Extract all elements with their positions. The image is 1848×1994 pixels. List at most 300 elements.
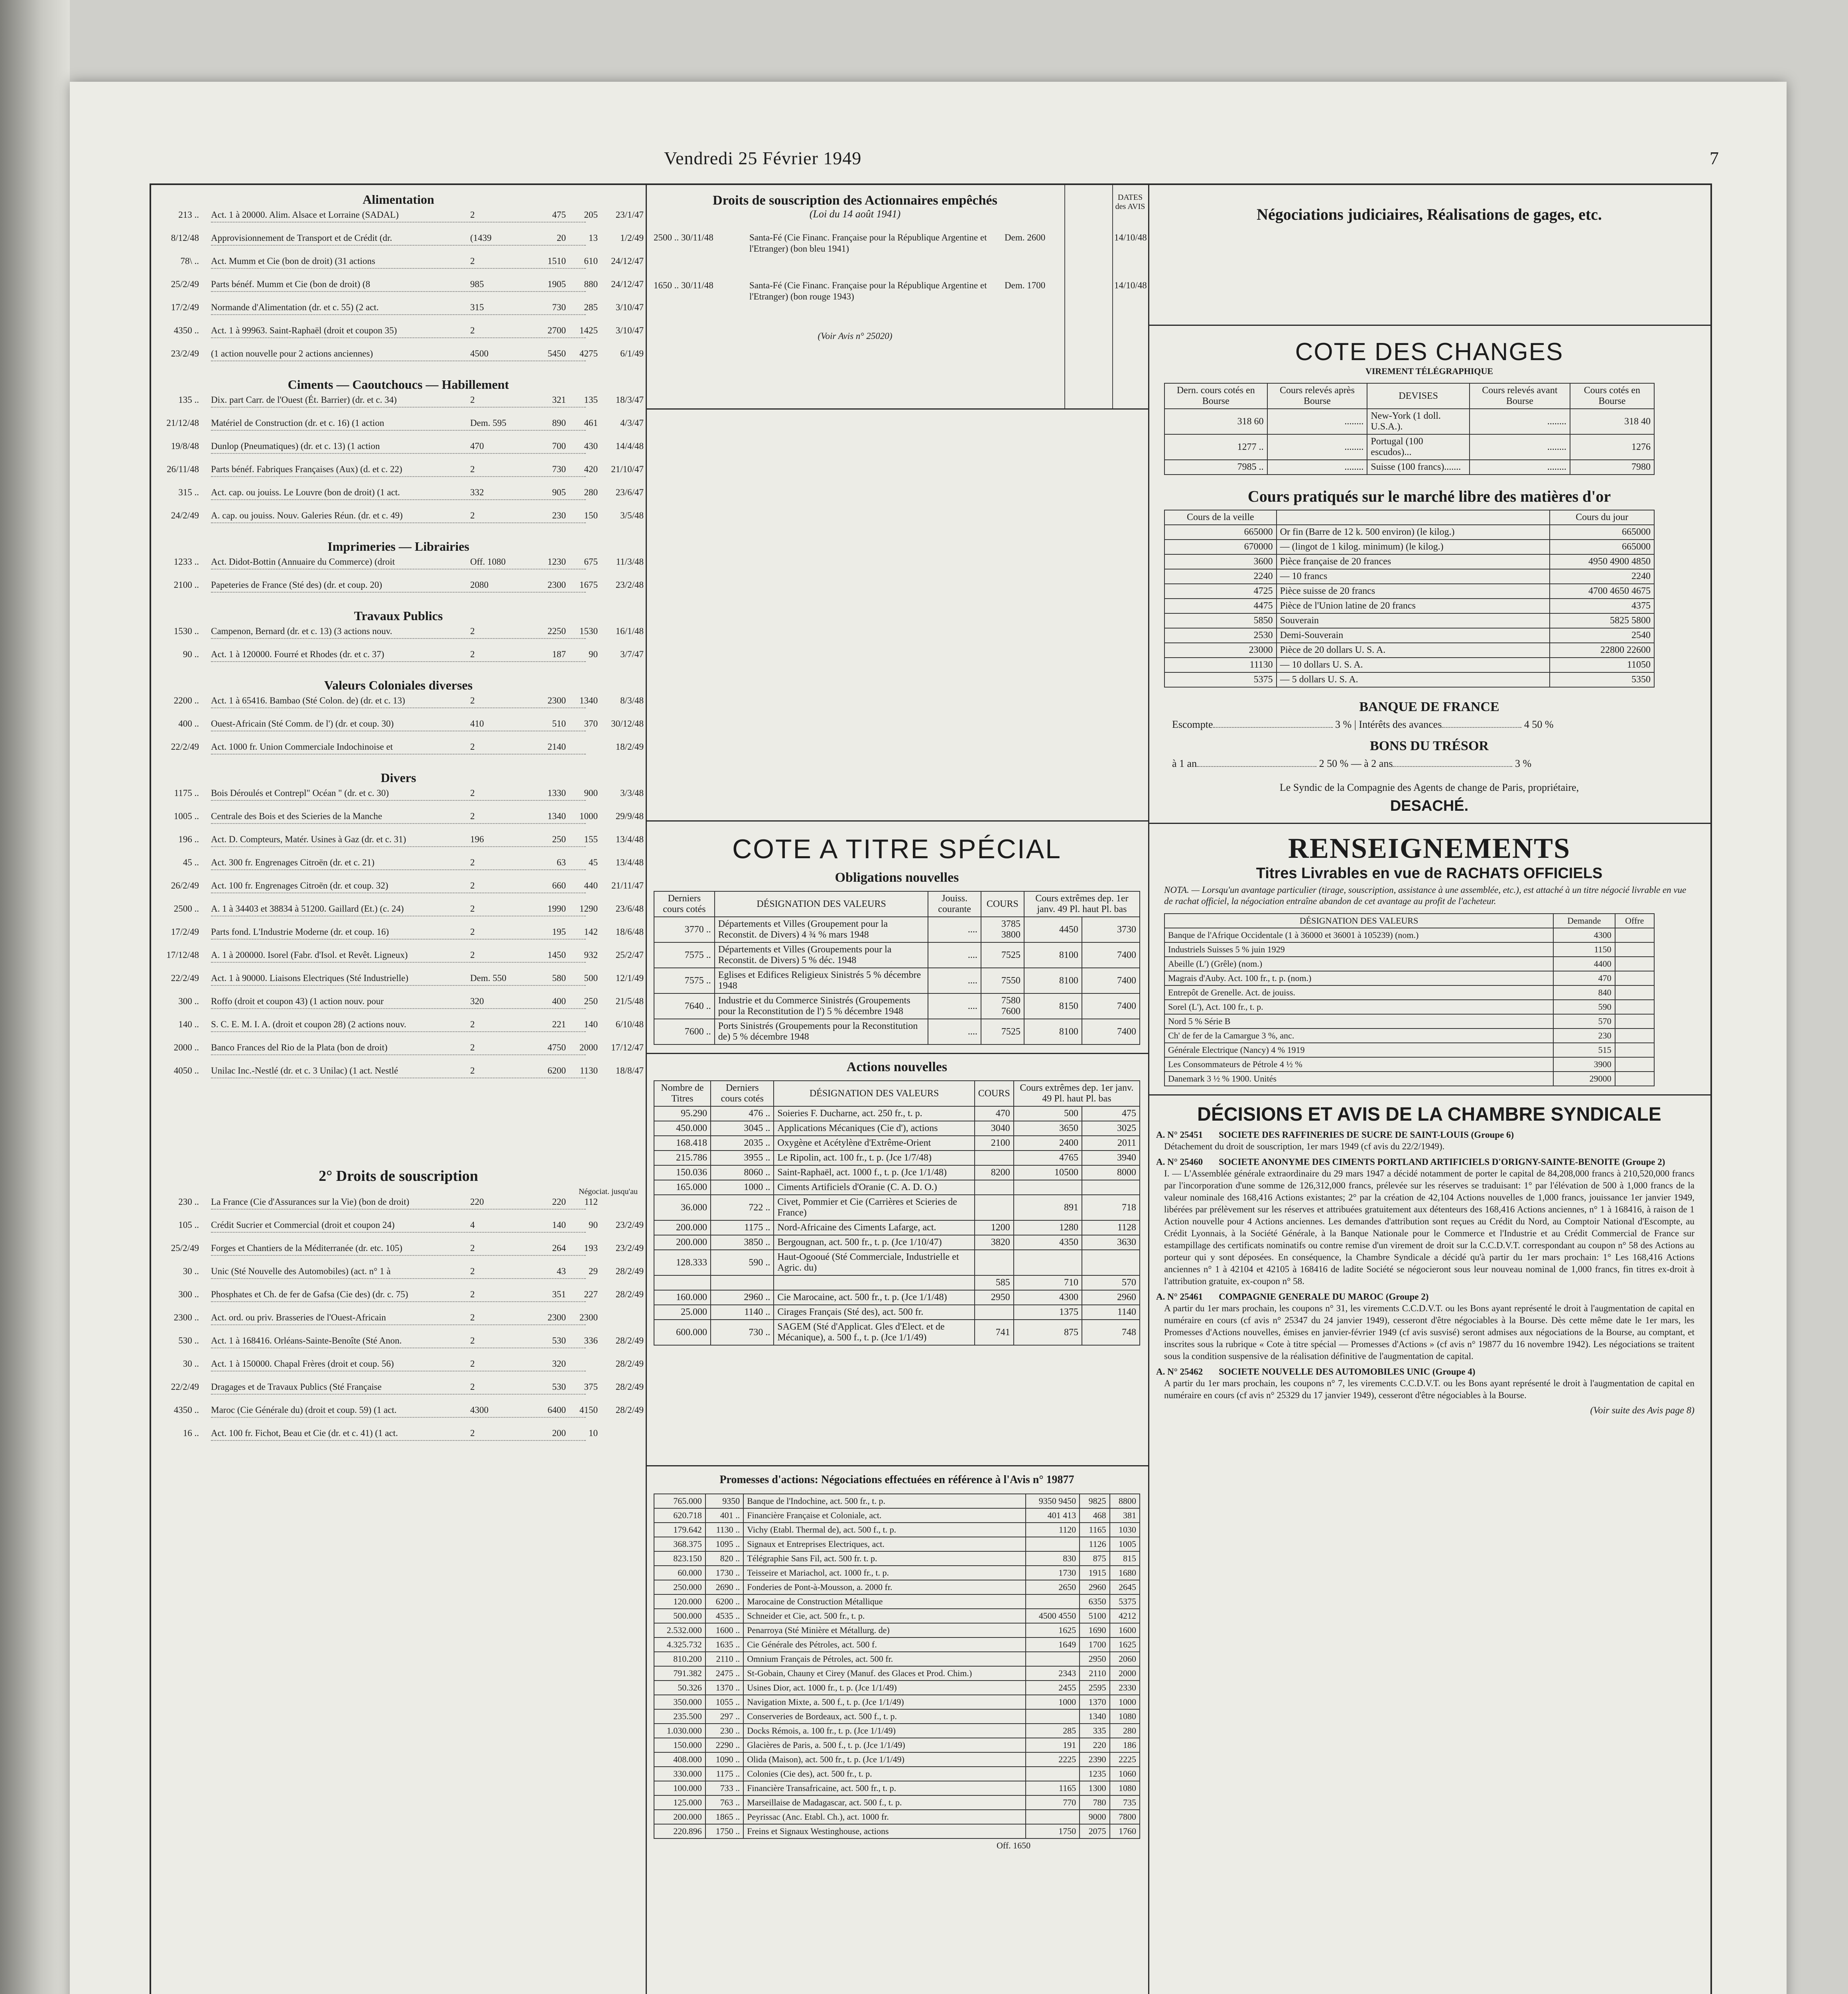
cell-n: A. 1 à 200000. Isorel (Fabr. d'Isol. et Revêt. Ligneux): [211, 950, 408, 960]
column-header: Offre: [1615, 914, 1654, 928]
text-line: [211, 916, 586, 925]
oblig-row: [654, 942, 1140, 968]
cell-c: 401 413: [1026, 1508, 1080, 1523]
cell-a: 1140 ..: [711, 1305, 774, 1320]
bt-1an: à 1 an: [1172, 758, 1197, 769]
cell-nb: 128.333: [654, 1250, 711, 1275]
cell-a: 213 ..: [178, 210, 199, 220]
cell-n: Signaux et Entreprises Electriques, act.: [743, 1537, 1025, 1551]
text-line: [211, 476, 586, 486]
cell-v2: 375: [584, 1382, 598, 1392]
page-frame: [150, 183, 1712, 1994]
cell-v1: 320: [552, 1359, 566, 1369]
cell-v: 11130: [1164, 658, 1277, 672]
cell-j: 4700 4650 4675: [1550, 584, 1654, 599]
cell-v2: 932: [584, 950, 598, 960]
cell-avant: ........: [1470, 460, 1570, 475]
cell-d: 1150: [1553, 942, 1615, 957]
cell-n: Act. 1 à 99963. Saint-Raphaël (droit et coupon 35): [211, 325, 397, 335]
action-row: [654, 1121, 1140, 1136]
cell-a: 24/2/49: [171, 510, 199, 520]
cell-devise: Suisse (100 francs).......: [1367, 460, 1470, 475]
cell-a: 30 ..: [183, 1266, 199, 1276]
cell-c: [1026, 1537, 1080, 1551]
quote-row: [151, 649, 646, 660]
cell-v3: 23/2/49: [615, 1243, 644, 1253]
column-header: DEVISES: [1367, 383, 1470, 409]
quote-row: [151, 325, 646, 336]
cell-j: 5350: [1550, 672, 1654, 687]
text-line: [211, 407, 586, 416]
cell-c: 3785 3800: [981, 917, 1024, 942]
cell-v3: 14/4/48: [615, 441, 644, 451]
cell-n: Pièce suisse de 20 francs: [1277, 584, 1550, 599]
cell-v: 5375: [1164, 672, 1277, 687]
avis-title: COMPAGNIE GENERALE DU MAROC (Groupe 2): [1219, 1292, 1429, 1302]
promesse-row: [654, 1752, 1140, 1767]
cell-offre: [1615, 985, 1654, 1000]
action-row: [654, 1305, 1140, 1320]
cell-b: 1760: [1110, 1824, 1140, 1838]
cell-v1: 700: [552, 441, 566, 451]
cell-n: Financière Française et Coloniale, act.: [743, 1508, 1025, 1523]
cell-b: 1000: [1110, 1695, 1140, 1709]
cell-v1: 580: [552, 973, 566, 983]
promesse-row: [654, 1537, 1140, 1551]
cell-d: 2: [470, 696, 475, 705]
cell-n: Ports Sinistrés (Groupements pour la Reconstitution de) 5 % décembre 1948: [715, 1019, 928, 1044]
cell-v3: 3/5/48: [620, 510, 644, 520]
cell-n: Usines Dior, act. 1000 fr., t. p. (Jce 1/1/49): [743, 1681, 1025, 1695]
cell-b: 5375: [1110, 1594, 1140, 1609]
cell-v2: 150: [584, 510, 598, 520]
cell-n: Act. Didot-Bottin (Annuaire du Commerce) (droit: [211, 557, 395, 567]
cell-v3: 23/6/47: [615, 487, 644, 497]
cell-a: 196 ..: [178, 834, 199, 844]
oblig-row: [654, 968, 1140, 993]
oblig-title: Obligations nouvelles: [835, 870, 959, 885]
suite-note: (Voir suite des Avis page 8): [1590, 1405, 1694, 1416]
text-line: [211, 1278, 586, 1288]
cell-c: 585: [975, 1275, 1014, 1290]
avis-item: [1156, 1366, 1702, 1401]
text-line: [211, 1417, 586, 1427]
quote-row: [151, 857, 646, 868]
cell-v2: 1425: [579, 325, 598, 335]
cell-v3: 4/3/47: [620, 418, 644, 428]
cell-v1: 1340: [548, 811, 566, 821]
cell-a: 19/8/48: [171, 441, 199, 451]
cell-n: Approvisionnement de Transport et de Crédit (dr.: [211, 233, 392, 243]
cell-n: SAGEM (Sté d'Applicat. Gles d'Elect. et de Mécanique), a. 500 f., t. p. (Jce 1/1/49): [774, 1320, 974, 1345]
cell-v2: 10: [589, 1428, 598, 1438]
emp-note: (Voir Avis n° 25020): [818, 331, 892, 341]
cell-c: 470: [975, 1106, 1014, 1121]
avis-header: [1156, 1366, 1702, 1377]
cell-v2: 2300: [579, 1312, 598, 1322]
cell-h: 9825: [1080, 1494, 1109, 1508]
cell-h: 875: [1014, 1320, 1082, 1345]
cell-nb: 95.290: [654, 1106, 711, 1121]
cell-c: [975, 1195, 1014, 1220]
cell-v3: 8/3/48: [620, 696, 644, 705]
cell-b: 3730: [1082, 917, 1140, 942]
cell-n: (1 action nouvelle pour 2 actions anciennes): [211, 349, 373, 359]
dates-header: DATES des AVIS: [1115, 193, 1145, 211]
promesse-row: [654, 1695, 1140, 1709]
cell-v3: 24/12/47: [611, 279, 644, 289]
text-line: [211, 592, 586, 601]
cell-b: [1082, 1250, 1140, 1275]
quote-row: [151, 880, 646, 891]
cell-n: Cirages Français (Sté des), act. 500 fr.: [774, 1305, 974, 1320]
cell-n: Act. 1 à 120000. Fourré et Rhodes (dr. et c. 37): [211, 649, 384, 659]
cell-d: Dem. 2600: [1005, 233, 1046, 242]
text-line: [211, 361, 586, 370]
cell-v1: 905: [552, 487, 566, 497]
cell-d: 570: [1553, 1014, 1615, 1029]
cell-h: 1300: [1080, 1781, 1109, 1795]
cell-d: 4: [470, 1220, 475, 1230]
cell-n: Cie Générale des Pétroles, act. 500 f.: [743, 1637, 1025, 1652]
oblig-row: [654, 993, 1140, 1019]
cell-v2: 45: [589, 857, 598, 867]
oblig-table: [654, 891, 1140, 1045]
cell-a: 7575 ..: [654, 942, 715, 968]
cell-v2: 420: [584, 464, 598, 474]
cell-n: Marseillaise de Madagascar, act. 500 f., t. p.: [743, 1795, 1025, 1810]
cell-v2: 29: [589, 1266, 598, 1276]
cell-v2: 336: [584, 1336, 598, 1346]
cell-d: 515: [1553, 1043, 1615, 1057]
newspaper-page: [70, 82, 1787, 1994]
cell-v2: 155: [584, 834, 598, 844]
cell-b: 2330: [1110, 1681, 1140, 1695]
promesse-row: [654, 1637, 1140, 1652]
cell-n: Banque de l'Indochine, act. 500 fr., t. p.: [743, 1494, 1025, 1508]
action-row: [654, 1195, 1140, 1220]
cell-v2: 205: [584, 210, 598, 220]
cell-b: 381: [1110, 1508, 1140, 1523]
cell-a: 230 ..: [178, 1197, 199, 1207]
cell-v1: 321: [552, 395, 566, 405]
cell-n: Omnium Français de Pétroles, act. 500 fr.: [743, 1652, 1025, 1666]
column-header: Dern. cours cotés en Bourse: [1164, 383, 1267, 409]
cell-n: — 5 dollars U. S. A.: [1277, 672, 1550, 687]
cell-n: Danemark 3 ½ % 1900. Unités: [1164, 1072, 1553, 1086]
quote-row: [151, 626, 646, 637]
cell-d: 4400: [1553, 957, 1615, 971]
cell-c: 2343: [1026, 1666, 1080, 1681]
cell-v3: 12/1/49: [615, 973, 644, 983]
page-number: 7: [1710, 148, 1719, 168]
rachat-row: [1164, 1057, 1654, 1072]
cell-j: ....: [928, 1019, 981, 1044]
cell-v1: 140: [552, 1220, 566, 1230]
cell-nb: 100.000: [654, 1781, 705, 1795]
quote-row: [151, 741, 646, 753]
cell-v: 4475: [1164, 599, 1277, 613]
cell-h: 1340: [1080, 1709, 1109, 1724]
cell-a: 22/2/49: [171, 973, 199, 983]
cell-n: Souverain: [1277, 613, 1550, 628]
droit-row: [151, 1266, 646, 1277]
cell-d: Dem. 1700: [1005, 280, 1046, 290]
action-row: [654, 1165, 1140, 1180]
cell-h: 8150: [1024, 993, 1082, 1019]
cell-n: Ch' de fer de la Camargue 3 %, anc.: [1164, 1029, 1553, 1043]
text-line: [211, 268, 586, 278]
action-row: [654, 1250, 1140, 1275]
cell-nb: 620.718: [654, 1508, 705, 1523]
bdf-escompte: Escompte: [1172, 719, 1213, 730]
cell-n: Peyrissac (Anc. Etabl. Ch.), act. 1000 fr.: [743, 1810, 1025, 1824]
or-row: [1164, 643, 1654, 658]
cell-v: 23000: [1164, 643, 1277, 658]
droit-row: [151, 1243, 646, 1254]
bdf-avances-val: 4 50 %: [1524, 719, 1554, 730]
cell-c: 2455: [1026, 1681, 1080, 1695]
cell-nb: 150.000: [654, 1738, 705, 1752]
cell-n: Act. 1 à 90000. Liaisons Electriques (Sté Industrielle): [211, 973, 409, 983]
cell-a: 17/2/49: [171, 927, 199, 937]
action-row: [654, 1106, 1140, 1121]
cell-a: 26/2/49: [171, 881, 199, 891]
scan-margin: [0, 0, 70, 1994]
or-row: [1164, 613, 1654, 628]
cell-n: St-Gobain, Chauny et Cirey (Manuf. des Glaces et Prod. Chim.): [743, 1666, 1025, 1681]
cell-d: 2: [470, 742, 475, 752]
quote-row: [151, 788, 646, 799]
syndic-line: Le Syndic de la Compagnie des Agents de change de Paris, propriétaire,: [1279, 782, 1579, 793]
quote-row: [151, 950, 646, 961]
or-row: [1164, 658, 1654, 672]
cell-v3: 3/3/48: [620, 788, 644, 798]
action-row: [654, 1235, 1140, 1250]
cell-a: 45 ..: [183, 857, 199, 867]
rachat-row: [1164, 928, 1654, 942]
cell-v2: 500: [584, 973, 598, 983]
promesse-row: [654, 1652, 1140, 1666]
cell-v1: 2140: [548, 742, 566, 752]
cell-n: Roffo (droit et coupon 43) (1 action nouv. pour: [211, 996, 384, 1006]
cell-nb: 235.500: [654, 1709, 705, 1724]
cell-n: Teisseire et Mariachol, act. 1000 fr., t. p.: [743, 1566, 1025, 1580]
droit-row: [151, 1289, 646, 1300]
text-line: [211, 800, 586, 810]
cell-c: 741: [975, 1320, 1014, 1345]
quote-row: [151, 1042, 646, 1053]
cell-n: Ciments Artificiels d'Oranie (C. A. D. O.): [774, 1180, 974, 1195]
cell-n: Act. 100 fr. Engrenages Citroën (dr. et coup. 32): [211, 881, 388, 891]
cell-a: 300 ..: [178, 1289, 199, 1299]
cell-n: Penarroya (Sté Minière et Métallurg. de): [743, 1623, 1025, 1637]
cell-v3: 3/10/47: [615, 302, 644, 312]
rachat-row: [1164, 942, 1654, 957]
cell-h: 891: [1014, 1195, 1082, 1220]
cell-n: Eglises et Edifices Religieux Sinistrés 5 % décembre 1948: [715, 968, 928, 993]
cell-v2: 900: [584, 788, 598, 798]
cell-n: Act. 1 à 65416. Bambao (Sté Colon. de) (dr. et c. 13): [211, 696, 405, 705]
promesse-row: [654, 1551, 1140, 1566]
avis-title: SOCIETE NOUVELLE DES AUTOMOBILES UNIC (Groupe 4): [1219, 1367, 1476, 1377]
cell-v2: 1675: [579, 580, 598, 590]
cell-d: 2: [470, 649, 475, 659]
cell-n: Pièce de l'Union latine de 20 francs: [1277, 599, 1550, 613]
change-row: [1164, 409, 1654, 434]
cell-j: 2540: [1550, 628, 1654, 643]
rachat-row: [1164, 971, 1654, 985]
cell-v2: 193: [584, 1243, 598, 1253]
cell-n: Campenon, Bernard (dr. et c. 13) (3 actions nouv.: [211, 626, 392, 636]
avis-text: I. — L'Assemblée générale extraordinaire du 29 mars 1947 a décidé notamment de porter le capital de 84,208,000 francs à 210,520,000 francs par l'incorporation d'une somme de 126,312,000 francs, prélevée sur les réserves se traduisant: 1° par l'élévation de 500 à 1,000 francs de la valeur nominale des 168,416 Actions existantes; 2° par la création de 42,104 Actions nouvelles de 1,000 francs, jouissance 1er janvier 1949, libérées par prélèvement sur les réserves et attribuées gratuitement aux détenteurs des 168,416 Actions anciennes, n° 1 à 168416, à raison de 1 Action nouvelle pour 4 Actions anciennes. Les demandes d'attribution sont reçues au Crédit du Nord, au Comptoir National d'Escompte, au Crédit Lyonnais, à la Société Générale, à la Banque Nationale pour le Commerce et l'Industrie et au Crédit Commercial de France sur estampillage des certificats nominatifs ou contre remise d'un virement de droit sur la C.C.D.V.T. correspondant au coupon n° 58 des Actions au porteur qui y sont déposées. En conséquence, la Chambre Syndicale a décidé qu'à partir du 1er mars prochain: 1° Les 168,416 Actions anciennes n° 1 à 42104 et 42105 à 168416 de ladite Société se négocieront sous leur nouveau nominal de 1,000 francs, fin titres ex-droit à l'attribution gratuite, ex-coupon n° 58.: [1164, 1168, 1694, 1286]
cell-a: 22/2/49: [171, 742, 199, 752]
avis-text: A partir du 1er mars prochain, les coupons n° 31, les virements C.C.D.V.T. ou les Bons ayant représenté le droit à l'augmentation de capital en numéraire en cours (cf avis n° 25347 du 24 janvier 1949), cesseront d'être négociables à la Bourse. Dès cette même date le 1er mars, les Promesses d'Actions nouvelles, émises en janvier-février 1949 (cf avis susvisé) seront admises aux négociations de la Bourse, au comptant, et inscrites sous la rubrique « Cote à titre spécial — Promesses d'Actions » (cf avis n° 19877 du 16 novembre 1942). Les négociations se traitent sous la condition suspensive de la réalisation définitive de l'augmentation de capital.: [1164, 1303, 1694, 1361]
cell-v3: 24/12/47: [611, 256, 644, 266]
cell-v1: 187: [552, 649, 566, 659]
text-line: [211, 939, 586, 948]
cell-b: 2960: [1082, 1290, 1140, 1305]
cell-v2: 1130: [579, 1066, 598, 1076]
cell-v: 670000: [1164, 540, 1277, 554]
text-line: [211, 707, 586, 717]
cell-n: Civet, Pommier et Cie (Carrières et Scieries de France): [774, 1195, 974, 1220]
avis-header: [1156, 1291, 1702, 1302]
action-row: [654, 1136, 1140, 1151]
cell-a: 78\ ..: [180, 256, 199, 266]
cell-nb: 200.000: [654, 1220, 711, 1235]
cell-offre: [1615, 957, 1654, 971]
column-header: DÉSIGNATION DES VALEURS: [774, 1081, 974, 1106]
cell-j: 11050: [1550, 658, 1654, 672]
cell-h: 220: [1080, 1738, 1109, 1752]
cell-a: 16 ..: [183, 1428, 199, 1438]
bt-line: [1172, 758, 1686, 770]
cell-n: Banque de l'Afrique Occidentale (1 à 36000 et 36001 à 105239) (nom.): [1164, 928, 1553, 942]
text-line: [211, 569, 586, 578]
cell-c: 1120: [1026, 1523, 1080, 1537]
cell-v1: 730: [552, 464, 566, 474]
cell-b: 8800: [1110, 1494, 1140, 1508]
cell-v3: 23/1/47: [615, 210, 644, 220]
cell-h: 1700: [1080, 1637, 1109, 1652]
cell-a: 1175 ..: [711, 1220, 774, 1235]
quote-row: [151, 209, 646, 221]
avis-header: [1156, 1129, 1702, 1141]
cell-nb: [654, 1275, 711, 1290]
avis-list: [1148, 1129, 1710, 1401]
cell-d: 4300: [470, 1405, 489, 1415]
cell-a: 1233 ..: [173, 557, 199, 567]
changes-subtitle: VIREMENT TÉLÉGRAPHIQUE: [1365, 366, 1493, 376]
cell-nb: 765.000: [654, 1494, 705, 1508]
cell-h: 10500: [1014, 1165, 1082, 1180]
cell-dern: 318 60: [1164, 409, 1267, 434]
cell-a: 1370 ..: [705, 1681, 743, 1695]
cell-n: Unilac Inc.-Nestlé (dr. et c. 3 Unilac) (1 act. Nestlé: [211, 1066, 398, 1076]
text-line: [211, 823, 586, 833]
cell-c: 7580 7600: [981, 993, 1024, 1019]
cell-b: 7400: [1082, 968, 1140, 993]
cell-n: Financière Transafricaine, act. 500 fr., t. p.: [743, 1781, 1025, 1795]
column-header: Derniers cours cotés: [711, 1081, 774, 1106]
cell-d: 2080: [470, 580, 489, 590]
promesse-row: [654, 1824, 1140, 1838]
cell-n: Ouest-Africain (Sté Comm. de l') (dr. et coup. 30): [211, 719, 394, 729]
cell-a: 22/2/49: [171, 1382, 199, 1392]
cell-b: 1060: [1110, 1767, 1140, 1781]
cell-v3: 28/2/49: [615, 1266, 644, 1276]
cell-d: 2: [470, 1336, 475, 1346]
cell-v2: 250: [584, 996, 598, 1006]
cell-n: Saint-Raphaël, act. 1000 f., t. p. (Jce 1/1/48): [774, 1165, 974, 1180]
cell-v3: 25/2/47: [615, 950, 644, 960]
cell-d: 315: [470, 302, 484, 312]
cell-a: 2290 ..: [705, 1738, 743, 1752]
cell-cote: 318 40: [1570, 409, 1654, 434]
cell-c: 2225: [1026, 1752, 1080, 1767]
cell-d: 2: [470, 1312, 475, 1322]
cell-c: 1200: [975, 1220, 1014, 1235]
cell-d: 840: [1553, 985, 1615, 1000]
rachat-row: [1164, 1029, 1654, 1043]
cell-n: La France (Cie d'Assurances sur la Vie) (bon de droit): [211, 1197, 410, 1207]
cell-a: 2960 ..: [711, 1290, 774, 1305]
cell-d: 4300: [1553, 928, 1615, 942]
quote-row: [151, 903, 646, 914]
cell-a: 315 ..: [178, 487, 199, 497]
cell-a: 30 ..: [183, 1359, 199, 1369]
cell-a: 1600 ..: [705, 1623, 743, 1637]
cell-n: Cie Marocaine, act. 500 fr., t. p. (Jce 1/1/48): [774, 1290, 974, 1305]
cell-h: 4350: [1014, 1235, 1082, 1250]
cell-h: 335: [1080, 1724, 1109, 1738]
cell-b: 1005: [1110, 1537, 1140, 1551]
cell-a: 733 ..: [705, 1781, 743, 1795]
text-line: [211, 893, 586, 902]
actions-head: [654, 1081, 1140, 1106]
cell-b: 186: [1110, 1738, 1140, 1752]
cell-d: 2: [470, 950, 475, 960]
cell-nb: 25.000: [654, 1305, 711, 1320]
cell-v1: 475: [552, 210, 566, 220]
quote-row: [151, 996, 646, 1007]
avis-text: Détachement du droit de souscription, 1er mars 1949 (cf avis du 22/2/1949).: [1164, 1141, 1445, 1151]
cell-b: 815: [1110, 1551, 1140, 1566]
cell-b: 1080: [1110, 1781, 1140, 1795]
text-line: [211, 314, 586, 324]
cell-v: 665000: [1164, 525, 1277, 540]
cell-n: Navigation Mixte, a. 500 f., t. p. (Jce 1/1/49): [743, 1695, 1025, 1709]
column-header: Cours cotés en Bourse: [1570, 383, 1654, 409]
cell-n: Or fin (Barre de 12 k. 500 environ) (le kilog.): [1277, 525, 1550, 540]
oblig-head: [654, 891, 1140, 917]
promesse-row: [654, 1738, 1140, 1752]
cell-v1: 1450: [548, 950, 566, 960]
cell-n: Phosphates et Ch. de fer de Gafsa (Cie des) (dr. c. 75): [211, 1289, 408, 1299]
cell-d: Dem. 550: [470, 973, 506, 983]
cell-v1: 264: [552, 1243, 566, 1253]
cell-v2: 142: [584, 927, 598, 937]
cell-h: 780: [1080, 1795, 1109, 1810]
avis-title: SOCIETE DES RAFFINERIES DE SUCRE DE SAINT-LOUIS (Groupe 6): [1219, 1130, 1514, 1140]
cell-a: 2200 ..: [173, 696, 199, 705]
cell-a: 297 ..: [705, 1709, 743, 1724]
cell-a: 2300 ..: [173, 1312, 199, 1322]
cell-b: 7400: [1082, 942, 1140, 968]
cell-a: 21/12/48: [166, 418, 199, 428]
cell-b: [1082, 1180, 1140, 1195]
